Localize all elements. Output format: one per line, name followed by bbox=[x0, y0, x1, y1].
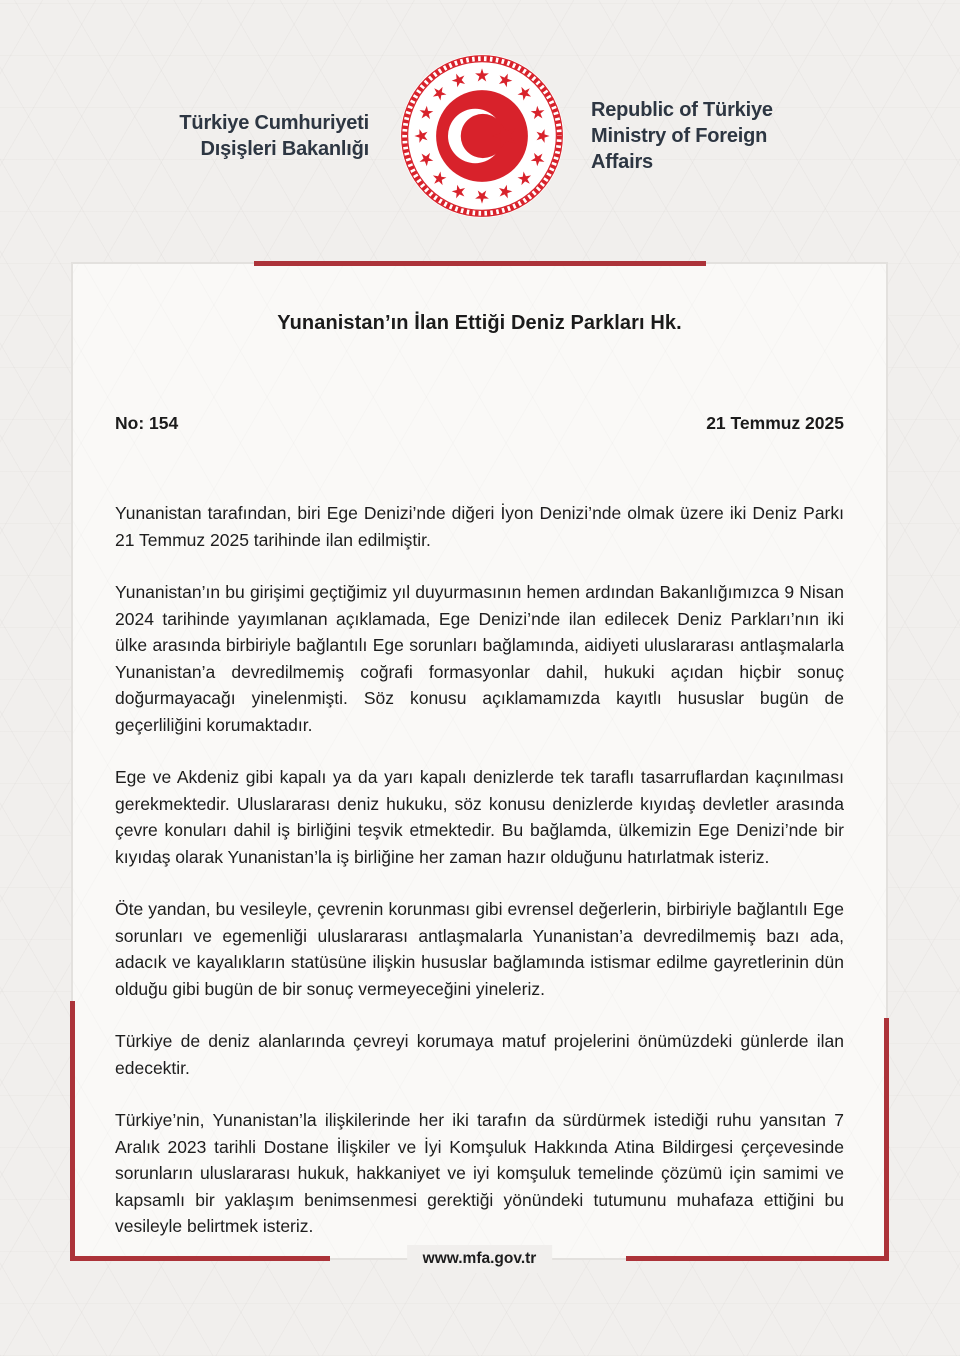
ministry-name-turkish bbox=[143, 110, 369, 162]
footer-url: www.mfa.gov.tr bbox=[407, 1245, 553, 1273]
paragraph: Türkiye’nin, Yunanistan’la ilişkilerinde her iki tarafın da sürdürmek istediği ruhu yansıtan 7 Aralık 2023 tarihli Dostane İlişkiler ve İyi Komşuluk Hakkında Atina Bildirgesi çerçevesinde sorunların uluslararası hukuk, hakkaniyet ve iyi komşuluk temelinde çözümü için samimi ve kapsamlı bir yaklaşım benimsenmesi gerektiği yönündeki tutumunu muhafaza ettiğini bu vesileyle belirtmek isteriz. bbox=[115, 1110, 844, 1236]
paragraph: Ege ve Akdeniz gibi kapalı ya da yarı kapalı denizlerde tek taraflı tasarruflardan kaçınılması gerekmektedir. Uluslararası deniz hukuku, söz konusu denizlerde kıyıdaş devletler arasında çevre konuları dahil iş birliğini teşvik etmektedir. Bu bağlamda, ülkemizin Ege Denizi’nde bir kıyıdaş olarak Yunanistan’la iş birliğine her zaman hazır olduğunu hatırlatmak isteriz. bbox=[115, 767, 844, 867]
press-release-card bbox=[71, 262, 888, 1267]
red-accent-top bbox=[254, 261, 706, 266]
press-release-body bbox=[115, 500, 844, 1240]
release-date: 21 Temmuz 2025 bbox=[706, 413, 844, 433]
release-number: No: 154 bbox=[115, 413, 179, 433]
letterhead bbox=[0, 36, 960, 236]
paragraph: Türkiye de deniz alanlarında çevreyi korumaya matuf projelerini önümüzdeki günlerde ilan edecektir. bbox=[115, 1031, 844, 1078]
red-frame-left bbox=[70, 1001, 75, 1261]
red-frame-bottom-right bbox=[626, 1256, 889, 1261]
ministry-name-english-line1: Republic of Türkiye bbox=[591, 99, 773, 121]
paragraph: Yunanistan’ın bu girişimi geçtiğimiz yıl duyurmasının hemen ardından Bakanlığımızca 9 Nisan 2024 tarihinde yayımlanan açıklamada, Ege Denizi’nde ilan edilecek Deniz Parkları’nın iki ülke arasında birbiriyle bağlantılı Ege sorunları bağlamında, aidiyeti uluslararası antlaşmalarla Yunanistan’a devredilmemiş coğrafi formasyonlar dahil, hukuki açıdan hiçbir sonuç doğurmayacağı yinelenmişti. Söz konusu açıklamamızda kayıtlı hususlar bugün de geçerliliğini korumaktadır. bbox=[115, 582, 844, 735]
meta-row bbox=[115, 413, 844, 434]
ministry-name-turkish-line1: Türkiye Cumhuriyeti bbox=[179, 112, 369, 134]
ministry-name-turkish-line2: Dışişleri Bakanlığı bbox=[200, 138, 369, 160]
red-frame-right bbox=[884, 1018, 889, 1261]
press-release-title: Yunanistan’ın İlan Ettiği Deniz Parkları Hk. bbox=[277, 312, 682, 334]
paragraph: Öte yandan, bu vesileyle, çevrenin korunması gibi evrensel değerlerin, birbiriyle bağlantılı Ege sorunları ve egemenliği uluslararası antlaşmalarla Yunanistan’a devredilmemiş bazı ada, adacık ve kayalıkların statüsüne ilişkin hususlar bağlamında istismar edilme gayretlerinin dün olduğu gibi bugün de bir sonuç vermeyeceğini yineleriz. bbox=[115, 899, 844, 999]
ministry-name-english bbox=[591, 97, 817, 175]
red-frame-bottom-left bbox=[70, 1256, 330, 1261]
mfa-emblem-icon bbox=[397, 51, 567, 221]
ministry-name-english-line2: Ministry of Foreign Affairs bbox=[591, 125, 768, 173]
paragraph: Yunanistan tarafından, biri Ege Denizi’nde diğeri İyon Denizi’nde olmak üzere iki Deniz Parkı 21 Temmuz 2025 tarihinde ilan edilmiştir. bbox=[115, 503, 844, 550]
